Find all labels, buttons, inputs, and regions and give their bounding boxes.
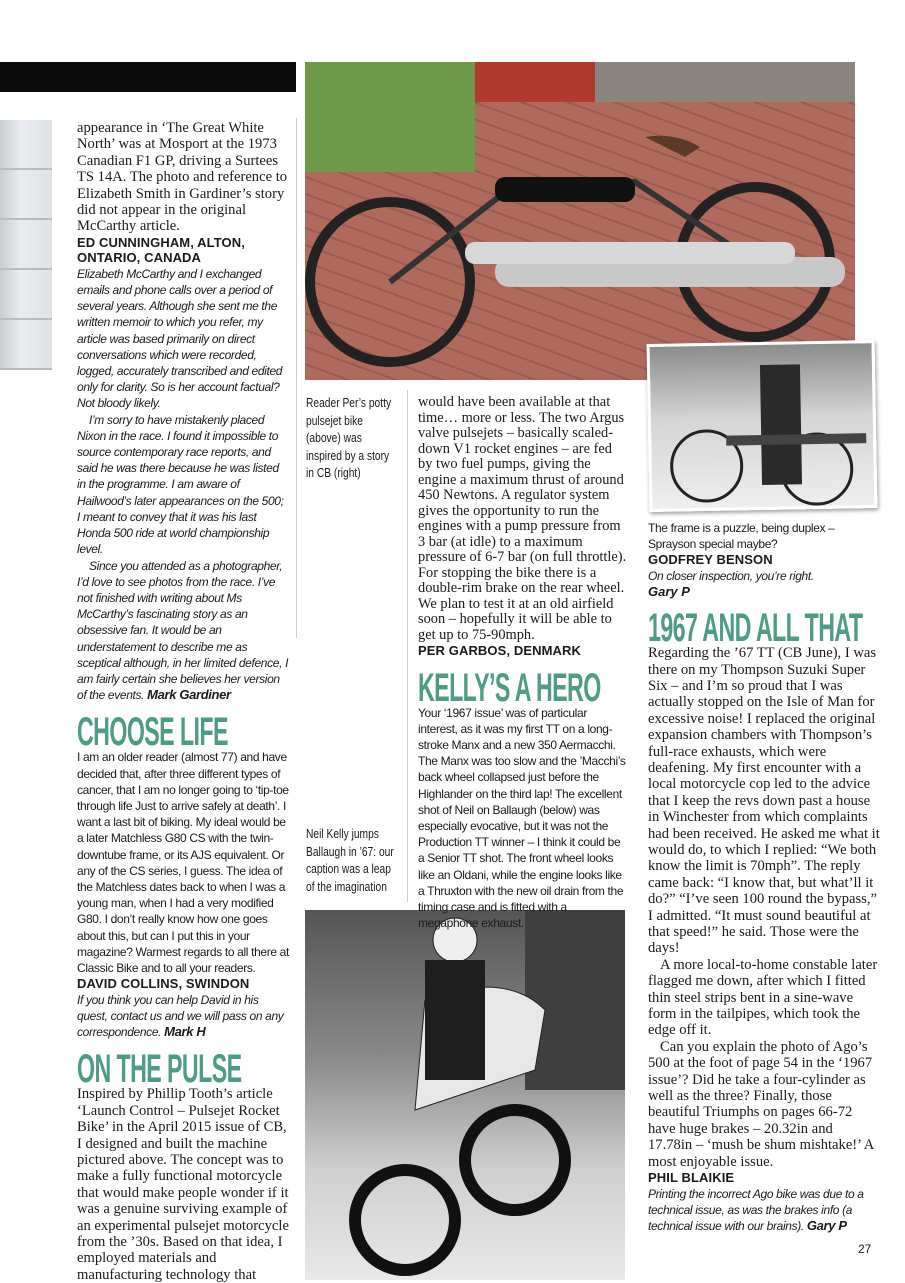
letter-text: appearance in ‘The Great White North’ was at Mosport at the 1973 Canadian F1 GP, driving a Surtees TS 14A. The photo and reference to Elizabeth Smith in Gardiner’s story did not appear in the original McCarthy article.: [77, 120, 288, 235]
letter-signature: DAVID COLLINS, SWINDON: [77, 976, 250, 992]
letter-text: A more local-to-home constable later flagged me down, after which I fitted thin steel strips bent in a sine-wave form in the tailpipes, which took the edge off it.: [648, 956, 878, 1039]
photo-caption: Reader Per’s potty pulsejet bike (above) was inspired by a story in CB (right): [306, 396, 392, 480]
editor-signature: Gary P: [806, 1218, 847, 1234]
section-heading: 1967 AND ALL THAT: [648, 606, 863, 651]
letter-text: Can you explain the photo of Ago’s 500 at the foot of page 54 in the ‘1967 issue’? Did he take a four-cylinder as well as the three? Finally, those beautiful Triumphs on pages 66-72 have huge brakes – 20.32in and 17.78in – ‘mush be shum mishtake!’ A most enjoyable issue.: [648, 1038, 874, 1170]
letter-text: Inspired by Phillip Tooth’s article ‘Launch Control – Pulsejet Rocket Bike’ in the April 2015 issue of CB, I designed and built the machine pictured above. The concept was to make a fully functional motorcycle that would make people wonder if it was a genuine surviving example of an experimental pulsejet motorcycle from the ’30s. Based on that idea, I employed materials and manufacturing technology that: [77, 1086, 289, 1283]
letter-signature: PER GARBOS, DENMARK: [418, 643, 581, 658]
editor-reply: On closer inspection, you’re right.: [648, 568, 814, 583]
letter-signature: GODFREY BENSON: [648, 552, 773, 568]
editor-reply: I’m sorry to have mistakenly placed Nixon in the race. I found it impossible to source contemporary race reports, and said he was there because he was listed in the programme. I am aware of Hailwood’s later appearances on the 500; I meant to convey that it was his last Honda 500 ride at world championship level.: [77, 412, 284, 557]
letter-text: Regarding the ’67 TT (CB June), I was there on my Thompson Suzuki Super Six – and I’m so proud that I was actually stopped on the Isle of Man for excessive noise! I replaced the original expansion chambers with Thompson’s full-race exhausts, which were deafening. My first encounter with a local motorcycle cop led to the advice that I keep the revs down past a house in Winchester from which complaints had been received. He asked me what it would do, to which I replied: “We both know the limit is 70mph”. The reply came back: “I know that, but what’ll it do?” “I’ve seen 100 round the bypass,” I admitted. “It must sound beautiful at that speed!” he said. Those were the days!: [648, 645, 880, 957]
section-heading: CHOOSE LIFE: [77, 710, 228, 755]
editor-reply: Printing the incorrect Ago bike was due to a technical issue, as was the brakes info (a technical issue with our brains). Gary P: [648, 1186, 864, 1234]
letter-text: would have been available at that time… more or less. The two Argus valve pulsejets – basically scaled-down V1 rocket engines – are fed by two fuel pumps, giving the engine a maximum thrust of around 450 Newtons. A regulator system gives the opportunity to run the engines with a pump pressure from 3 bar (at idle) to a maximum pressure of 6-7 bar (on full throttle). For stopping the bike there is a double-rim brake on the rear wheel. We plan to test it at an old airfield soon – hopefully it will be able to get up to 75-90mph.: [418, 394, 627, 643]
editor-reply: Since you attended as a photographer, I’d love to see photos from the race. I’ve not finished with writing about Ms McCarthy’s fascinating story as an obsessive fan. It would be an understatement to describe me as sceptical although, in her limited defence, I am fairly certain she believes her version of the events. Mark Gardiner: [77, 558, 289, 703]
editor-reply: If you think you can help David in his quest, contact us and we will pass on any correspondence. Mark H: [77, 992, 284, 1040]
section-heading: ON THE PULSE: [77, 1047, 242, 1092]
column-divider: [296, 118, 297, 638]
letter-signature: ED CUNNINGHAM, ALTON, ONTARIO, CANADA: [77, 234, 245, 266]
column-1: [77, 120, 289, 1283]
page-number: 27: [858, 1242, 872, 1256]
editor-signature: Gary P: [648, 584, 690, 600]
section-heading: KELLY’S A HERO: [418, 665, 601, 710]
neil-kelly-race-photo: [305, 910, 625, 1280]
editor-signature: Mark H: [164, 1024, 206, 1040]
letter-text: Your ‘1967 issue’ was of particular interest, as it was my first TT on a long-stroke Manx and a new 350 Aermacchi. The Manx was too slow and the ’Macchi’s back wheel collapsed just before the Highlander on the third lap! The excellent shot of Neil on Ballaugh (below) was especially evocative, but it was not the Production TT winner – I think it could be a Senior TT shot. The front wheel looks like an Oldani, while the engine looks like a Thruxton with the new oil drain from the timing case and is fitted with a megaphone exhaust.: [418, 705, 626, 931]
editor-reply: Elizabeth McCarthy and I exchanged emails and phone calls over a period of several years. Although she sent me the written memoir to which you refer, my article was based primarily on direct conversations which were recorded, logged, accurately transcribed and edited only for clarity. So is her account factual? Not bloody likely.: [77, 266, 283, 411]
letter-text: I am an older reader (almost 77) and have decided that, after three different types of cancer, that I am no longer going to ‘tip-toe through life Just to arrive safely at death’. I want a last bit of biking. My ideal would be a later Matchless G80 CS with the twin-downtube frame, or its AJS equivalent. Or any of the CS series, I guess. The idea of the Matchless dates back to when I was a young man, when I had a very modified G80. I don’t really know how one goes about this, but can I put this in your magazine? Warmest regards to all there at Classic Bike and to all your readers.: [77, 750, 289, 975]
photo-caption: Neil Kelly jumps Ballaugh in ’67: our caption was a leap of the imagination: [306, 827, 394, 894]
partial-garage-photo: [0, 120, 52, 370]
column-divider: [407, 390, 408, 902]
header-bar: [0, 62, 296, 92]
letter-signature: PHIL BLAIKIE: [648, 1170, 735, 1186]
editor-signature: Mark Gardiner: [147, 687, 231, 703]
column-2: [418, 395, 628, 931]
archive-bike-photo: [647, 340, 878, 512]
column-3: [648, 520, 880, 1234]
pulsejet-bike-photo: [305, 62, 855, 380]
letter-text: The frame is a puzzle, being duplex – Sprayson special maybe?: [648, 521, 835, 552]
